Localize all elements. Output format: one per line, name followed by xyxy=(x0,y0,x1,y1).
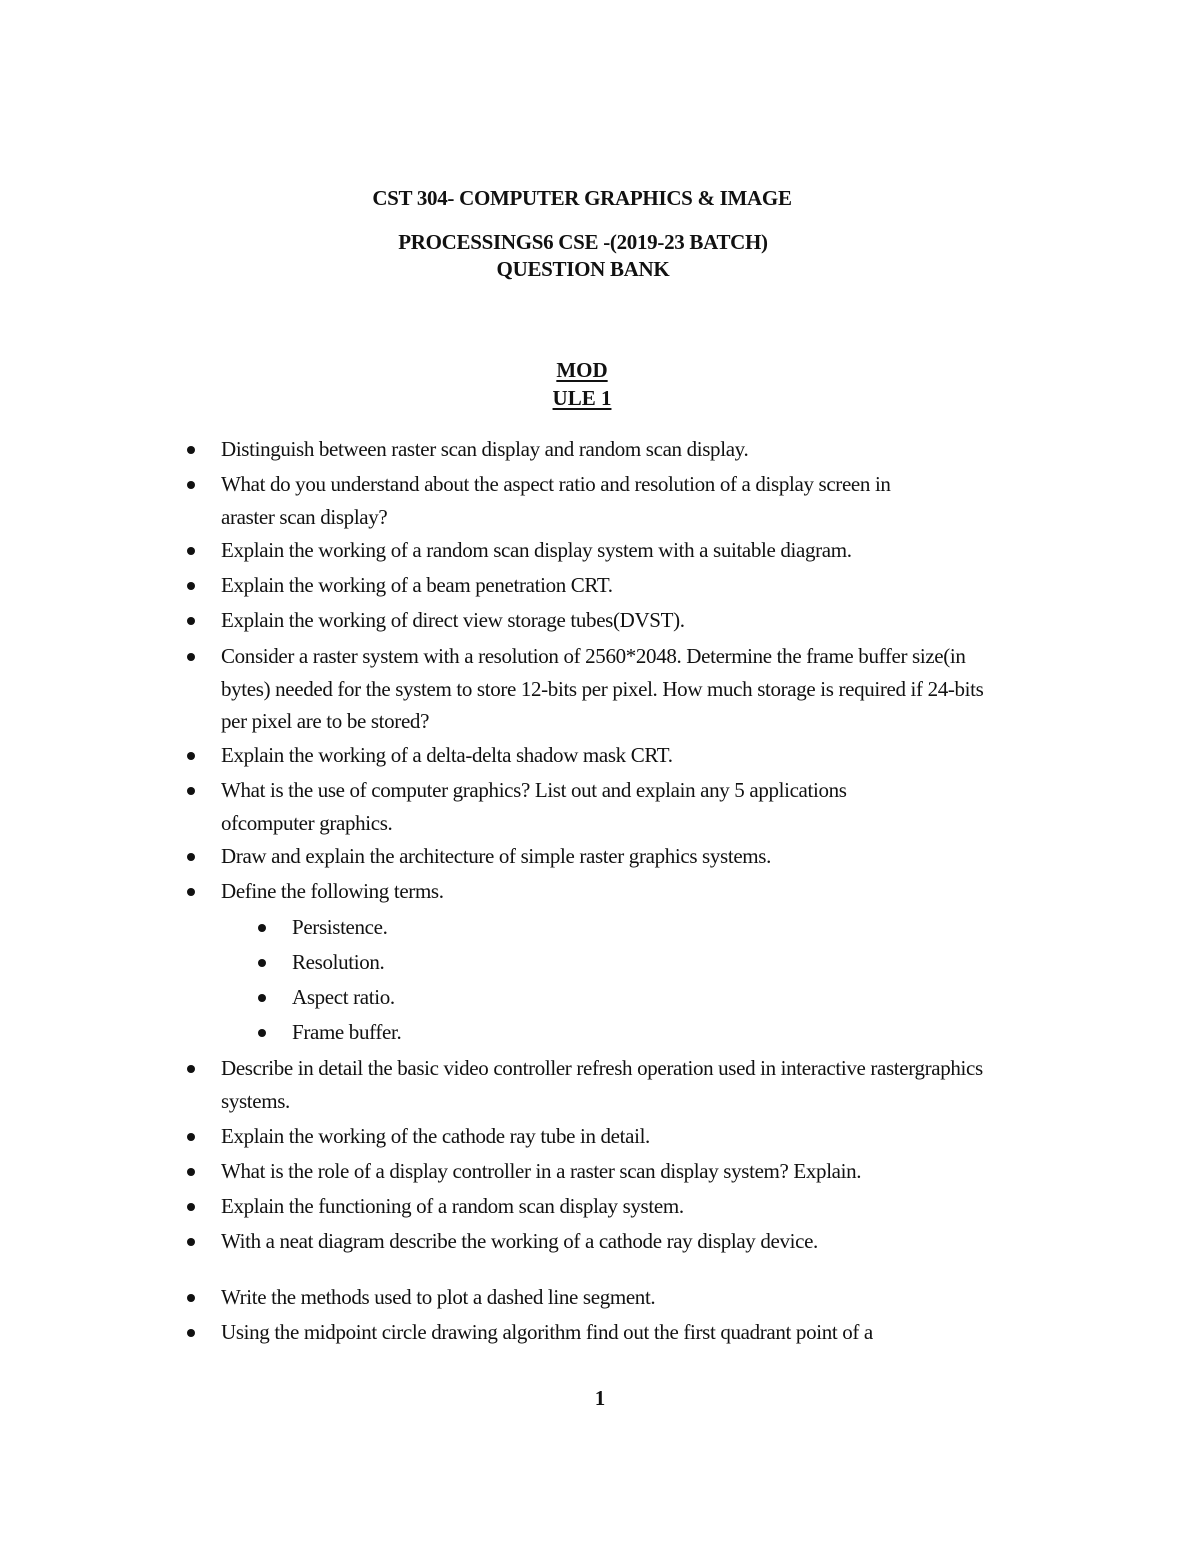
bullet-icon xyxy=(187,752,195,760)
list-item xyxy=(221,433,1001,466)
question-text: Explain the working of a random scan display system with a suitable diagram. xyxy=(221,538,852,562)
bullet-icon xyxy=(187,787,195,795)
question-text: Explain the functioning of a random scan display system. xyxy=(221,1194,684,1218)
bullet-icon xyxy=(187,1203,195,1211)
list-item xyxy=(221,534,1001,567)
list-item xyxy=(221,1052,991,1117)
bullet-icon xyxy=(187,1133,195,1141)
question-text: Explain the working of the cathode ray tube in detail. xyxy=(221,1124,650,1148)
bullet-icon xyxy=(187,547,195,555)
list-item xyxy=(221,569,1001,602)
list-item xyxy=(221,774,861,839)
list-item xyxy=(221,640,991,738)
bullet-icon xyxy=(258,1029,266,1037)
bullet-icon xyxy=(187,1065,195,1073)
bullet-icon xyxy=(187,1238,195,1246)
term-item xyxy=(292,911,892,943)
list-item xyxy=(221,739,1001,772)
bullet-icon xyxy=(187,853,195,861)
bullet-icon xyxy=(187,888,195,896)
term-text: Frame buffer. xyxy=(292,1020,402,1044)
question-text: What do you understand about the aspect ratio and resolution of a display screen in araster scan display? xyxy=(221,472,891,529)
list-item xyxy=(221,1190,1001,1223)
term-text: Resolution. xyxy=(292,950,385,974)
list-item xyxy=(221,1281,1001,1314)
bullet-icon xyxy=(187,617,195,625)
bullet-icon xyxy=(187,582,195,590)
question-text: Explain the working of direct view storage tubes(DVST). xyxy=(221,608,685,632)
question-text: Describe in detail the basic video controller refresh operation used in interactive rastergraphics systems. xyxy=(221,1056,983,1113)
bullet-icon xyxy=(258,994,266,1002)
bullet-icon xyxy=(258,924,266,932)
term-item xyxy=(292,981,892,1013)
bullet-icon xyxy=(187,1294,195,1302)
course-title: CST 304- COMPUTER GRAPHICS & IMAGE xyxy=(372,186,792,210)
term-item xyxy=(292,1016,892,1048)
course-subtitle: PROCESSINGS6 CSE -(2019-23 BATCH) xyxy=(398,230,768,254)
question-text: Distinguish between raster scan display and random scan display. xyxy=(221,437,749,461)
list-item xyxy=(221,1120,1001,1153)
question-text: Write the methods used to plot a dashed line segment. xyxy=(221,1285,656,1309)
bullet-icon xyxy=(187,446,195,454)
list-item xyxy=(221,604,1001,637)
bullet-icon xyxy=(258,959,266,967)
module-heading-part2: ULE 1 xyxy=(552,386,612,410)
list-item xyxy=(221,875,1001,908)
list-item xyxy=(221,840,1001,873)
list-item xyxy=(221,1155,1001,1188)
question-text: What is the use of computer graphics? List out and explain any 5 applications ofcomputer graphics. xyxy=(221,778,847,835)
bullet-icon xyxy=(187,653,195,661)
page-number: 1 xyxy=(594,1386,606,1410)
question-text: Explain the working of a beam penetration CRT. xyxy=(221,573,613,597)
list-item xyxy=(221,1316,1001,1349)
question-text: Define the following terms. xyxy=(221,879,444,903)
list-item xyxy=(221,1225,1001,1258)
term-text: Persistence. xyxy=(292,915,388,939)
term-text: Aspect ratio. xyxy=(292,985,395,1009)
bullet-icon xyxy=(187,481,195,489)
list-item xyxy=(221,468,941,533)
term-item xyxy=(292,946,892,978)
module-heading-part1: MOD xyxy=(556,358,608,382)
question-bank-heading: QUESTION BANK xyxy=(496,257,670,281)
bullet-icon xyxy=(187,1329,195,1337)
question-text: Draw and explain the architecture of simple raster graphics systems. xyxy=(221,844,771,868)
question-text: Consider a raster system with a resolution of 2560*2048. Determine the frame buffer size(in bytes) needed for the system to store 12-bits per pixel. How much storage is required if 24-bits per pixel are to be stored? xyxy=(221,644,984,733)
question-text: Explain the working of a delta-delta shadow mask CRT. xyxy=(221,743,673,767)
question-text: What is the role of a display controller in a raster scan display system? Explain. xyxy=(221,1159,862,1183)
question-text: Using the midpoint circle drawing algorithm find out the first quadrant point of a xyxy=(221,1320,873,1344)
bullet-icon xyxy=(187,1168,195,1176)
question-text: With a neat diagram describe the working of a cathode ray display device. xyxy=(221,1229,818,1253)
